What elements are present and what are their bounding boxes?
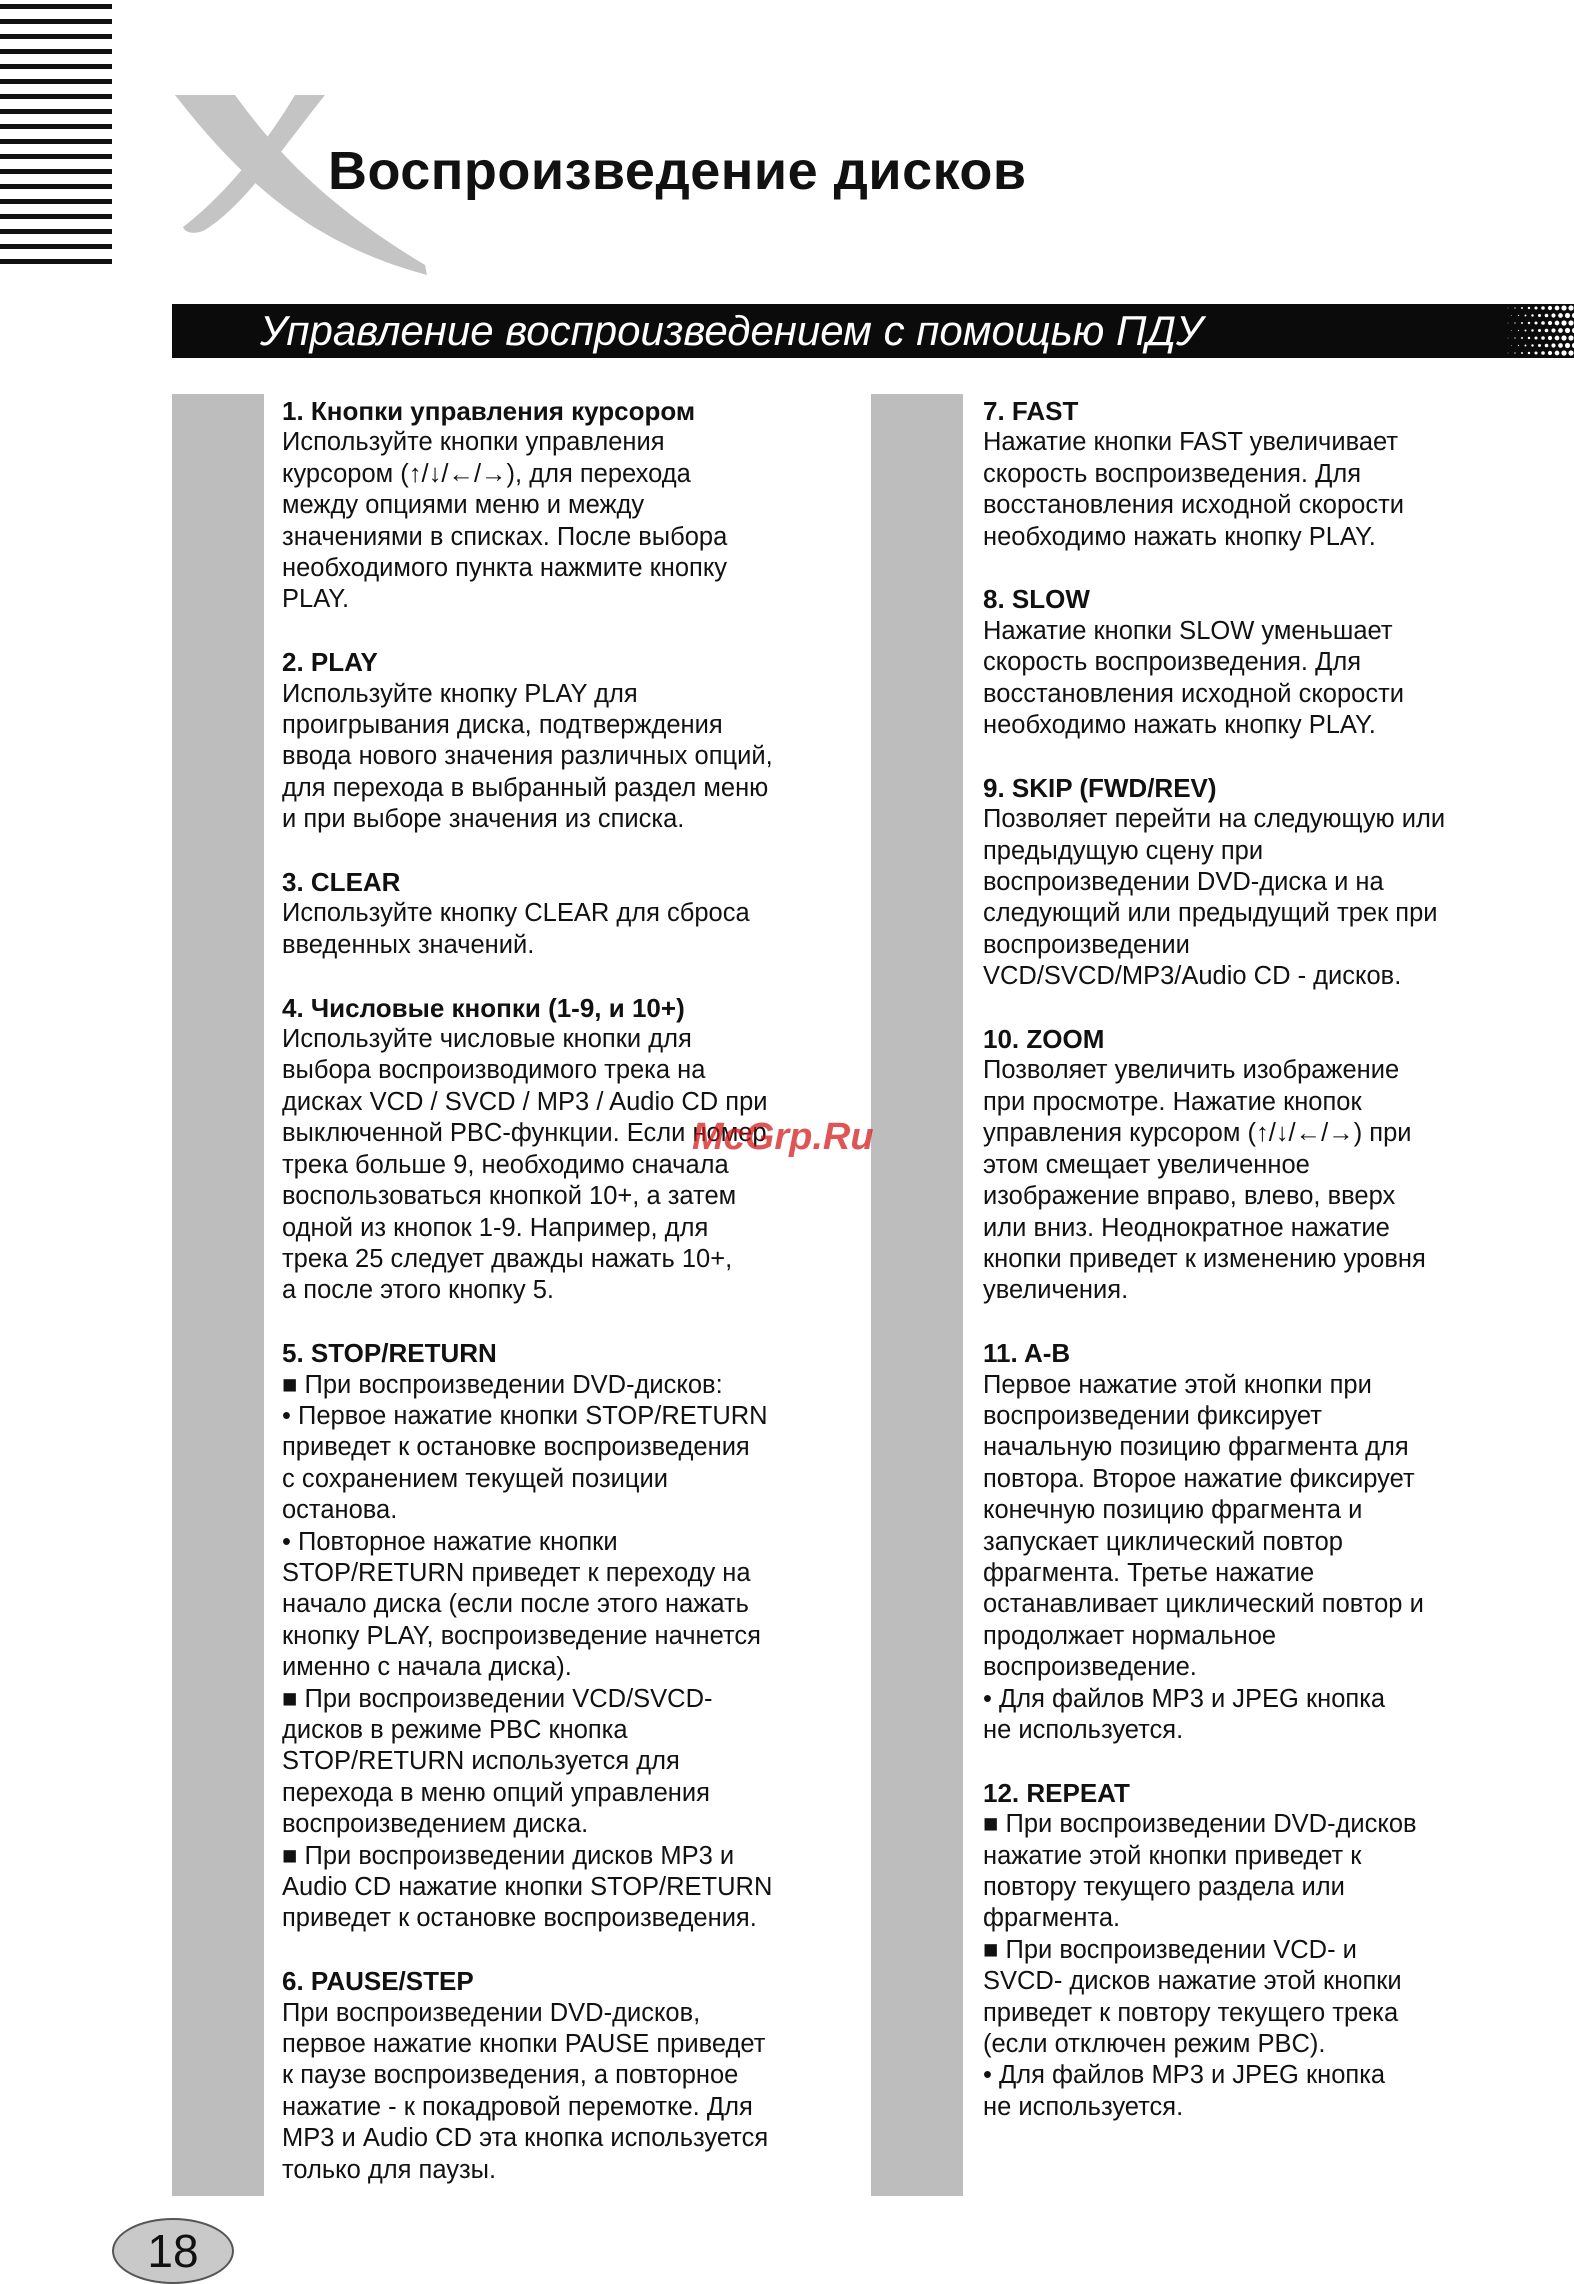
item-body: Позволяет перейти на следующую или предыдущую сцену при воспроизведении DVD-диска и на следующий или предыдущий трек при воспроизведении VCD/SVCD/MP3/Audio CD - дисков.: [983, 805, 1446, 991]
item-body: Используйте кнопку CLEAR для сброса введенных значений.: [282, 899, 750, 959]
list-item: [983, 584, 1563, 741]
decorative-stripes: [0, 0, 112, 275]
stripe-line: [0, 79, 112, 84]
stripe-line: [0, 259, 112, 264]
watermark: McGrp.Ru: [692, 1116, 874, 1158]
item-heading: 1. Кнопки управления курсором: [282, 396, 696, 426]
item-body: ■ При воспроизведении DVD-дисков: • Первое нажатие кнопки STOP/RETURN приведет к остановке воспроизведения с сохранением текущей позиции останова. • Повторное нажатие кнопки STOP/RETURN приведет к переходу на начало диска (если после этого нажать кнопку PLAY, воспроизведение начнется именно с начала диска). ■ При воспроизведении VCD/SVCD- дисков в режиме PBC кнопка STOP/RETURN используется для перехода в меню опций управления воспроизведением диска. ■ При воспроизведении дисков MP3 и Audio CD нажатие кнопки STOP/RETURN приведет к остановке воспроизведения.: [282, 1370, 773, 1933]
right-column: [983, 396, 1563, 2155]
list-item: [983, 1778, 1563, 2123]
list-item: [282, 647, 852, 835]
stripe-line: [0, 34, 112, 39]
item-heading: 6. PAUSE/STEP: [282, 1966, 474, 1997]
stripe-line: [0, 109, 112, 114]
item-body: Используйте кнопки управления курсором (↑/↓/←/→), для перехода между опциями меню и между значениями в списках. После выбора необходимого пункта нажмите кнопку PLAY.: [282, 428, 728, 614]
item-heading: 7. FAST: [983, 396, 1079, 426]
stripe-line: [0, 244, 112, 249]
left-column: [282, 396, 852, 2217]
page-number: 18: [112, 2218, 234, 2284]
stripe-line: [0, 139, 112, 144]
stripe-line: [0, 64, 112, 69]
list-item: [282, 1966, 852, 2186]
item-heading: 8. SLOW: [983, 584, 1090, 615]
list-item: [983, 773, 1563, 993]
stripe-line: [0, 199, 112, 204]
page-title: Воспроизведение дисков: [328, 141, 1027, 201]
item-body: При воспроизведении DVD-дисков, первое нажатие кнопки PAUSE приведет к паузе воспроизведения, а повторное нажатие - к покадровой перемотке. Для MP3 и Audio CD эта кнопка используется только для паузы.: [282, 1998, 769, 2184]
list-item: [983, 396, 1563, 553]
section-title: Управление воспроизведением с помощью ПДУ: [260, 307, 1203, 354]
left-gray-margin: [172, 394, 264, 2196]
section-header-bar: [172, 304, 1574, 358]
item-heading: 11. A-B: [983, 1338, 1071, 1369]
item-body: ■ При воспроизведении DVD-дисков нажатие этой кнопки приведет к повтору текущего раздела или фрагмента. ■ При воспроизведении VCD- и SVCD- дисков нажатие этой кнопки приведет к повтору текущего трека (если отключен режим PBC). • Для файлов MP3 и JPEG кнопка не используется.: [983, 1810, 1417, 2121]
item-body: Нажатие кнопки SLOW уменьшает скорость воспроизведения. Для восстановления исходной скорости необходимо нажать кнопку PLAY.: [983, 616, 1404, 740]
item-heading: 3. CLEAR: [282, 867, 401, 898]
list-item: [282, 396, 852, 616]
item-heading: 5. STOP/RETURN: [282, 1338, 497, 1369]
item-heading: 10. ZOOM: [983, 1024, 1105, 1055]
list-item: [282, 1338, 852, 1935]
stripe-line: [0, 214, 112, 219]
item-heading: 4. Числовые кнопки (1-9, и 10+): [282, 992, 685, 1023]
item-body: Используйте числовые кнопки для выбора воспроизводимого трека на дисках VCD / SVCD / MP3 / Audio CD при выключенной PBC-функции. Если номер трека больше 9, необходимо сначала воспользоваться кнопкой 10+, а затем одной из кнопок 1-9. Например, для трека 25 следует дважды нажать 10+, а после этого кнопку 5.: [282, 1025, 768, 1305]
stripe-line: [0, 184, 112, 189]
stripe-line: [0, 49, 112, 54]
stripe-line: [0, 169, 112, 174]
stripe-line: [0, 4, 112, 9]
right-gray-margin: [871, 394, 963, 2196]
item-body: Первое нажатие этой кнопки при воспроизведении фиксирует начальную позицию фрагмента для повтора. Второе нажатие фиксирует конечную позицию фрагмента и запускает циклический повтор фрагмента. Третье нажатие останавливает циклический повтор и продолжает нормальное воспроизведение. • Для файлов MP3 и JPEG кнопка не используется.: [983, 1370, 1424, 1744]
item-heading: 9. SKIP (FWD/REV): [983, 772, 1217, 803]
stripe-line: [0, 154, 112, 159]
item-body: Нажатие кнопки FAST увеличивает скорость воспроизведения. Для восстановления исходной скорости необходимо нажать кнопку PLAY.: [983, 428, 1404, 551]
list-item: [983, 1338, 1563, 1746]
stripe-line: [0, 94, 112, 99]
halftone-dots-icon: [1504, 304, 1574, 358]
stripe-line: [0, 124, 112, 129]
item-body: Используйте кнопку PLAY для проигрывания диска, подтверждения ввода нового значения различных опций, для перехода в выбранный раздел меню и при выборе значения из списка.: [282, 679, 773, 834]
item-heading: 12. REPEAT: [983, 1777, 1130, 1808]
item-body: Позволяет увеличить изображение при просмотре. Нажатие кнопок управления курсором (↑/↓/←/→) при этом смещает увеличенное изображение вправо, влево, вверх или вниз. Неоднократное нажатие кнопки приведет к изменению уровня увеличения.: [983, 1056, 1426, 1305]
item-heading: 2. PLAY: [282, 647, 378, 678]
list-item: [282, 867, 852, 961]
stripe-line: [0, 229, 112, 234]
stripe-line: [0, 19, 112, 24]
list-item: [983, 1024, 1563, 1307]
